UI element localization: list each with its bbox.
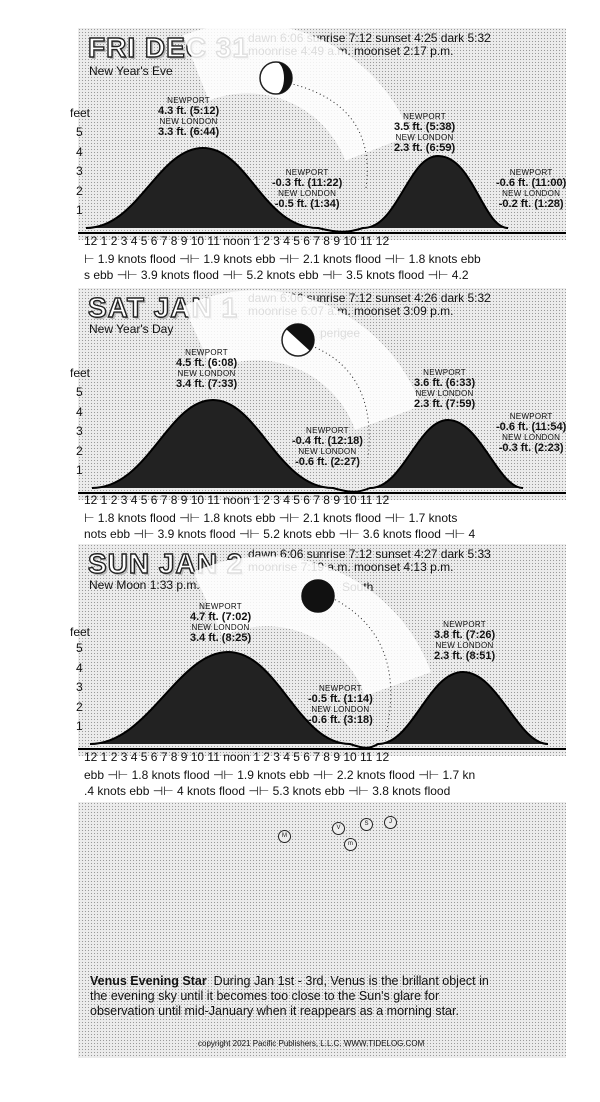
feet-label: feet: [70, 625, 91, 639]
tide-label-low-2: NEWPORT -0.6 ft. (11:54) NEW LONDON -0.3 ft. (2:23): [496, 412, 567, 454]
note-text: [90, 974, 490, 1019]
planet-marker: S: [360, 818, 373, 831]
tide-wave-2: [378, 672, 548, 744]
new-moon-icon: [302, 580, 334, 612]
sky-panel: [78, 802, 566, 1058]
note-title: Venus Evening Star: [90, 974, 207, 988]
moon-note: South: [342, 580, 374, 594]
current-row-2: s ebb ⊣⊢ 3.9 knots flood ⊣⊢ 5.2 knots ebb ⊣⊢ 3.5 knots flood ⊣⊢ 4.2: [84, 268, 469, 282]
ytick: 1: [76, 463, 83, 477]
ytick: 3: [76, 424, 83, 438]
planet-marker: M: [278, 830, 291, 843]
ytick: 1: [76, 203, 83, 217]
sun-times: dawn 6:06 sunrise 7:12 sunset 4:25 dark 5:32: [248, 31, 491, 45]
day-title: SUN JAN 2: [88, 548, 244, 579]
day-panel-2: [78, 288, 566, 500]
ytick: 2: [76, 700, 83, 714]
planet-marker: J: [384, 816, 397, 829]
ytick: 3: [76, 164, 83, 178]
tide-label-high-1: NEWPORT 4.5 ft. (6:08) NEW LONDON 3.4 ft. (7:33): [176, 348, 238, 390]
feet-label: feet: [70, 106, 91, 120]
tide-label-high-2: NEWPORT 3.5 ft. (5:38) NEW LONDON 2.3 ft. (6:59): [394, 112, 456, 154]
ytick: 4: [76, 145, 83, 159]
current-row-1: ⊢ 1.9 knots flood ⊣⊢ 1.9 knots ebb ⊣⊢ 2.1 knots flood ⊣⊢ 1.8 knots ebb: [84, 252, 481, 266]
ytick: 2: [76, 184, 83, 198]
current-row-2: .4 knots ebb ⊣⊢ 4 knots flood ⊣⊢ 5.3 knots ebb ⊣⊢ 3.8 knots flood: [84, 784, 451, 798]
sun-times: dawn 6:06 sunrise 7:12 sunset 4:26 dark 5:32: [248, 291, 491, 305]
ytick: 1: [76, 719, 83, 733]
ytick: 5: [76, 641, 83, 655]
day-panel-1: [78, 28, 566, 240]
ytick: 5: [76, 385, 83, 399]
tide-chart: [78, 288, 566, 500]
tide-label-low-1: NEWPORT -0.4 ft. (12:18) NEW LONDON -0.6 ft. (2:27): [292, 426, 363, 468]
tide-label-high-2: NEWPORT 3.8 ft. (7:26) NEW LONDON 2.3 ft. (8:51): [434, 620, 496, 662]
moon-note: perigee: [320, 326, 361, 340]
tide-label-high-2: NEWPORT 3.6 ft. (6:33) NEW LONDON 2.3 ft. (7:59): [414, 368, 476, 410]
ytick: 2: [76, 444, 83, 458]
hour-axis: 12 1 2 3 4 5 6 7 8 9 10 11 noon 1 2 3 4 5 6 7 8 9 10 11 12: [84, 493, 390, 507]
ytick: 4: [76, 405, 83, 419]
tide-label-low-2: NEWPORT -0.6 ft. (11:00) NEW LONDON -0.2 ft. (1:28): [496, 168, 567, 210]
event-label: New Moon 1:33 p.m.: [89, 578, 200, 592]
ytick: 4: [76, 661, 83, 675]
moon-times: moonrise 6:07 a.m. moonset 3:09 p.m.: [248, 304, 454, 318]
current-row-2: nots ebb ⊣⊢ 3.9 knots flood ⊣⊢ 5.2 knots ebb ⊣⊢ 3.6 knots flood ⊣⊢ 4: [84, 527, 476, 541]
moon-times: moonrise 7:19 a.m. moonset 4:13 p.m.: [248, 560, 454, 574]
copyright: copyright 2021 Pacific Publishers, L.L.C. WWW.TIDELOG.COM: [198, 1039, 425, 1048]
tide-label-high-1: NEWPORT 4.3 ft. (5:12) NEW LONDON 3.3 ft. (6:44): [158, 96, 220, 138]
day-title: SAT JAN 1: [88, 292, 239, 323]
event-label: New Year's Eve: [89, 64, 173, 78]
tide-label-low-1: NEWPORT -0.3 ft. (11:22) NEW LONDON -0.5 ft. (1:34): [272, 168, 343, 210]
moon-times: moonrise 4:49 a.m. moonset 2:17 p.m.: [248, 44, 454, 58]
hour-axis: 12 1 2 3 4 5 6 7 8 9 10 11 noon 1 2 3 4 5 6 7 8 9 10 11 12: [84, 234, 390, 248]
day-title: FRI DEC 31: [88, 32, 249, 63]
feet-label: feet: [70, 366, 91, 380]
day-panel-3: [78, 544, 566, 756]
current-row-1: ebb ⊣⊢ 1.8 knots flood ⊣⊢ 1.9 knots ebb ⊣⊢ 2.2 knots flood ⊣⊢ 1.7 kn: [84, 768, 476, 782]
planet-marker: V: [332, 822, 345, 835]
current-row-1: ⊢ 1.8 knots flood ⊣⊢ 1.8 knots ebb ⊣⊢ 2.1 knots flood ⊣⊢ 1.7 knots: [84, 511, 458, 525]
note-body: During Jan 1st - 3rd, Venus is the brillant object in the evening sky until it becomes too close to the Sun's glare for observation until mid-January when it reappears as a morning star.: [90, 974, 489, 1018]
tide-label-high-1: NEWPORT 4.7 ft. (7:02) NEW LONDON 3.4 ft. (8:25): [190, 602, 252, 644]
hour-axis: 12 1 2 3 4 5 6 7 8 9 10 11 noon 1 2 3 4 5 6 7 8 9 10 11 12: [84, 750, 390, 764]
event-label: New Year's Day: [89, 322, 174, 336]
sun-times: dawn 6:06 sunrise 7:12 sunset 4:27 dark 5:33: [248, 547, 491, 561]
planet-marker: m: [344, 838, 357, 851]
ytick: 3: [76, 680, 83, 694]
ytick: 5: [76, 125, 83, 139]
tide-label-low-1: NEWPORT -0.5 ft. (1:14) NEW LONDON -0.6 ft. (3:18): [308, 684, 373, 726]
